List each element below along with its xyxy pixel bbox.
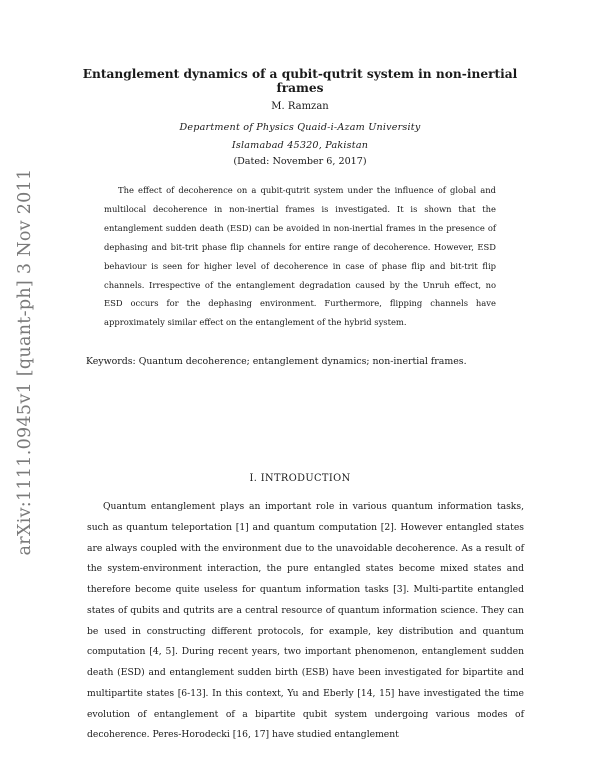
section-heading-introduction: I. INTRODUCTION <box>249 473 351 484</box>
paper-title: Entanglement dynamics of a qubit-qutrit system in non-inertial frames <box>82 67 518 95</box>
dated-line: (Dated: November 6, 2017) <box>233 156 367 167</box>
affiliation-department: Department of Physics Quaid-i-Azam University <box>179 122 421 133</box>
arxiv-identifier <box>0 168 50 556</box>
affiliation-location: Islamabad 45320, Pakistan <box>231 140 369 151</box>
arxiv-identifier-text: arXiv:1111.0945v1 [quant-ph] 3 Nov 2011 <box>15 168 35 556</box>
author-name: M. Ramzan <box>271 101 329 112</box>
introduction-paragraph: Quantum entanglement plays an important role in various quantum information tasks, such as quantum teleportation [1] and quantum computation [2]. However entangled states are always coupled with the environment due to the unavoidable decoherence. As a result of the system-environment interaction, the pure entangled states become mixed states and therefore become quite useless for quantum information tasks [3]. Multi-partite entangled states of qubits and qutrits are a central resource of quantum information science. They can be used in constructing different protocols, for example, key distribution and quantum computation [4, 5]. During recent years, two important phenomenon, entanglement sudden death (ESD) and entanglement sudden birth (ESB) have been investigated for bipartite and multipartite states [6-13]. In this context, Yu and Eberly [14, 15] have investigated the time evolution of entanglement of a bipartite qubit system undergoing various modes of decoherence. Peres-Horodecki [16, 17] have studied entanglement <box>87 501 524 741</box>
abstract: The effect of decoherence on a qubit-qutrit system under the influence of global and multilocal decoherence in non-inertial frames is investigated. It is shown that the entanglement sudden death (ESD) can be avoided in non-inertial frames in the presence of dephasing and bit-trit phase flip channels for entire range of decoherence. However, ESD behaviour is seen for higher level of decoherence in case of phase flip and bit-trit flip channels. Irrespective of the entanglement degradation caused by the Unruh effect, no ESD occurs for the dephasing environment. Furthermore, flipping channels have approximately similar effect on the entanglement of the hybrid system. <box>104 185 496 328</box>
keywords: Keywords: Quantum decoherence; entanglement dynamics; non-inertial frames. <box>86 356 467 367</box>
